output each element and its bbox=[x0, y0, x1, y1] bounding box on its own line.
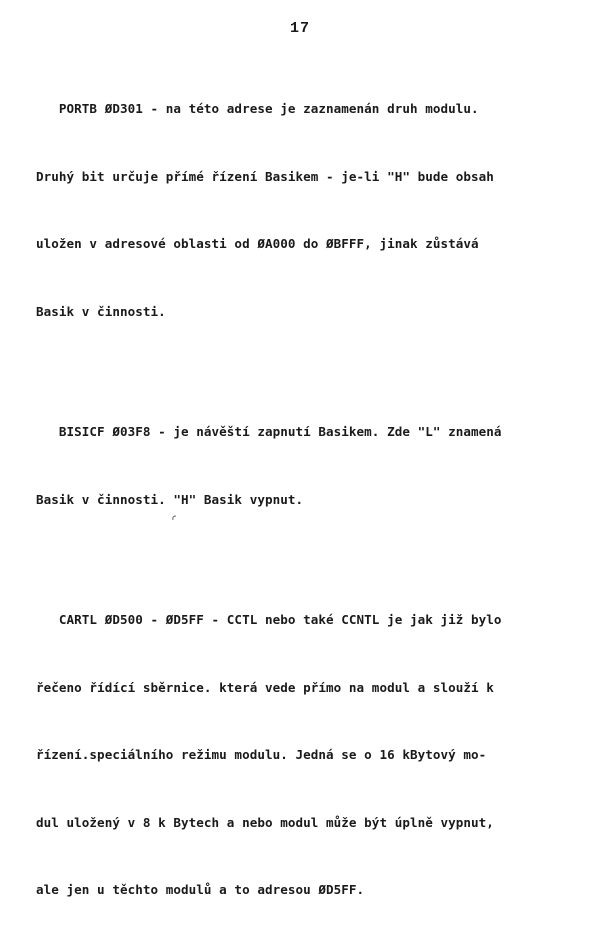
text-line: Basik v činnosti. "H" Basik vypnut. bbox=[36, 491, 304, 507]
text-line: uložen v adresové oblasti od ØA000 do ØBFFF, jinak zůstává bbox=[36, 236, 479, 251]
text-line: řízení.speciálního režimu modulu. Jedná se o 16 kBytový mo- bbox=[36, 747, 487, 762]
text-line: řečeno řídící sběrnice. která vede přímo na modul a slouží k bbox=[36, 679, 494, 695]
text-line: Druhý bit určuje přímé řízení Basikem - je-li "H" bude obsah bbox=[36, 168, 494, 184]
scan-artifact-icon bbox=[170, 514, 178, 522]
text-line: BISICF Ø03F8 - je návěští zapnutí Basikem. Zde "L" znamená bbox=[36, 424, 502, 439]
text-line: Basik v činnosti. bbox=[36, 303, 166, 319]
text-line: dul uložený v 8 k Bytech a nebo modul může být úplně vypnut, bbox=[36, 814, 494, 830]
paragraph-portb bbox=[36, 53, 576, 368]
document-body bbox=[36, 53, 576, 947]
text-line: ale jen u těchto modulů a to adresou ØD5FF. bbox=[36, 882, 365, 897]
text-line: CARTL ØD500 - ØD5FF - CCTL nebo také CCNTL je jak již bylo bbox=[36, 612, 502, 627]
page-number: 17 bbox=[289, 20, 310, 37]
text-line: PORTB ØD301 - na této adrese je zaznamenán druh modulu. bbox=[36, 101, 479, 116]
paragraph-cartl bbox=[36, 564, 576, 947]
scan-artifact-mark bbox=[170, 514, 178, 525]
paragraph-bisicf bbox=[36, 376, 576, 556]
